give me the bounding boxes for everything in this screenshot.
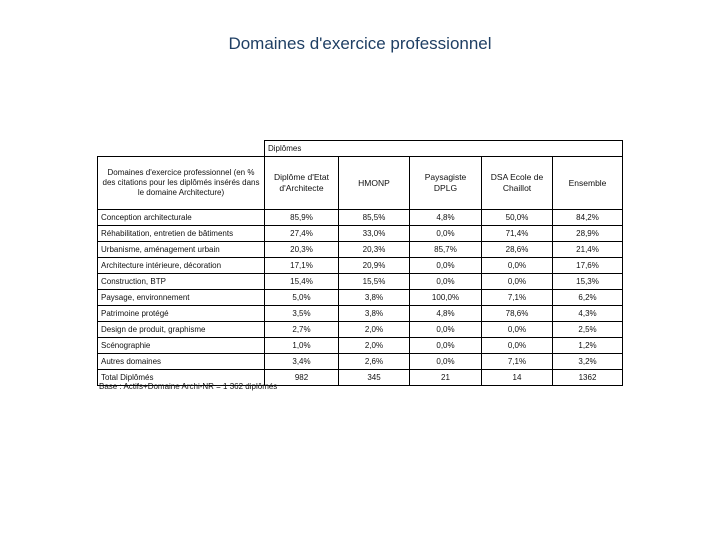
- table-row: [98, 226, 623, 242]
- table-cell: 0,0%: [410, 354, 482, 370]
- table-cell: 2,0%: [339, 338, 410, 354]
- table-cell: 7,1%: [482, 290, 553, 306]
- row-label: Réhabilitation, entretien de bâtiments: [98, 226, 265, 242]
- table-cell: 15,3%: [553, 274, 623, 290]
- table-cell: 0,0%: [482, 322, 553, 338]
- row-label: Construction, BTP: [98, 274, 265, 290]
- table-cell: 21,4%: [553, 242, 623, 258]
- table-cell: 0,0%: [482, 274, 553, 290]
- table-cell: 3,5%: [265, 306, 339, 322]
- row-label: Conception architecturale: [98, 210, 265, 226]
- table-cell: 17,6%: [553, 258, 623, 274]
- table-cell: 17,1%: [265, 258, 339, 274]
- table-cell: 33,0%: [339, 226, 410, 242]
- column-header: Ensemble: [553, 157, 623, 210]
- table-row: [98, 242, 623, 258]
- table-cell: 85,9%: [265, 210, 339, 226]
- table-row: [98, 274, 623, 290]
- table-cell: 0,0%: [410, 338, 482, 354]
- table-cell: 71,4%: [482, 226, 553, 242]
- row-header: Domaines d'exercice professionnel (en % des citations pour les diplômés insérés dans le domaine Architecture): [98, 157, 265, 210]
- table-row: [98, 354, 623, 370]
- row-label: Urbanisme, aménagement urbain: [98, 242, 265, 258]
- group-header: Diplômes: [265, 141, 623, 157]
- table-cell: 0,0%: [410, 226, 482, 242]
- table-cell: 15,5%: [339, 274, 410, 290]
- column-header: Diplôme d'Etat d'Architecte: [265, 157, 339, 210]
- table-cell: 982: [265, 370, 339, 386]
- table-cell: 3,8%: [339, 290, 410, 306]
- table-body: [98, 210, 623, 386]
- table-cell: 0,0%: [410, 322, 482, 338]
- table-cell: 2,0%: [339, 322, 410, 338]
- table-cell: 7,1%: [482, 354, 553, 370]
- table-cell: 27,4%: [265, 226, 339, 242]
- table-cell: 2,6%: [339, 354, 410, 370]
- table-cell: 3,4%: [265, 354, 339, 370]
- table-cell: 85,7%: [410, 242, 482, 258]
- table-cell: 1,0%: [265, 338, 339, 354]
- table-row: [98, 210, 623, 226]
- table-cell: 0,0%: [410, 258, 482, 274]
- table-cell: 20,9%: [339, 258, 410, 274]
- table-cell: 0,0%: [410, 274, 482, 290]
- page-title: Domaines d'exercice professionnel: [228, 34, 492, 53]
- table-cell: 4,8%: [410, 306, 482, 322]
- table-cell: 14: [482, 370, 553, 386]
- table-cell: 0,0%: [482, 338, 553, 354]
- row-label: Paysage, environnement: [98, 290, 265, 306]
- table-cell: 28,9%: [553, 226, 623, 242]
- column-header: Paysagiste DPLG: [410, 157, 482, 210]
- domains-table: [97, 140, 623, 386]
- row-label: Patrimoine protégé: [98, 306, 265, 322]
- table-cell: 345: [339, 370, 410, 386]
- table-corner: [98, 141, 265, 157]
- row-label: Design de produit, graphisme: [98, 322, 265, 338]
- row-label: Autres domaines: [98, 354, 265, 370]
- table-cell: 100,0%: [410, 290, 482, 306]
- table-cell: 4,3%: [553, 306, 623, 322]
- table-cell: 4,8%: [410, 210, 482, 226]
- row-label: Total Diplômés: [98, 370, 265, 386]
- table-row: [98, 338, 623, 354]
- table-cell: 78,6%: [482, 306, 553, 322]
- table-cell: 15,4%: [265, 274, 339, 290]
- table-cell: 50,0%: [482, 210, 553, 226]
- table-cell: 2,5%: [553, 322, 623, 338]
- table-cell: 0,0%: [482, 258, 553, 274]
- table-cell: 20,3%: [265, 242, 339, 258]
- column-header: HMONP: [339, 157, 410, 210]
- table-cell: 1,2%: [553, 338, 623, 354]
- table-cell: 20,3%: [339, 242, 410, 258]
- table-row: [98, 306, 623, 322]
- column-header: DSA Ecole de Chaillot: [482, 157, 553, 210]
- footnote: Base : Actifs+Domaine Archi-NR = 1 362 diplômés: [99, 382, 278, 391]
- table-cell: 3,2%: [553, 354, 623, 370]
- table-cell: 5,0%: [265, 290, 339, 306]
- table-cell: 2,7%: [265, 322, 339, 338]
- table-cell: 6,2%: [553, 290, 623, 306]
- table-cell: 1362: [553, 370, 623, 386]
- row-label: Scénographie: [98, 338, 265, 354]
- table-cell: 28,6%: [482, 242, 553, 258]
- table-cell: 3,8%: [339, 306, 410, 322]
- table-row: [98, 290, 623, 306]
- table-row: [98, 322, 623, 338]
- table-cell: 84,2%: [553, 210, 623, 226]
- table-cell: 21: [410, 370, 482, 386]
- table-cell: 85,5%: [339, 210, 410, 226]
- row-label: Architecture intérieure, décoration: [98, 258, 265, 274]
- table-row: [98, 258, 623, 274]
